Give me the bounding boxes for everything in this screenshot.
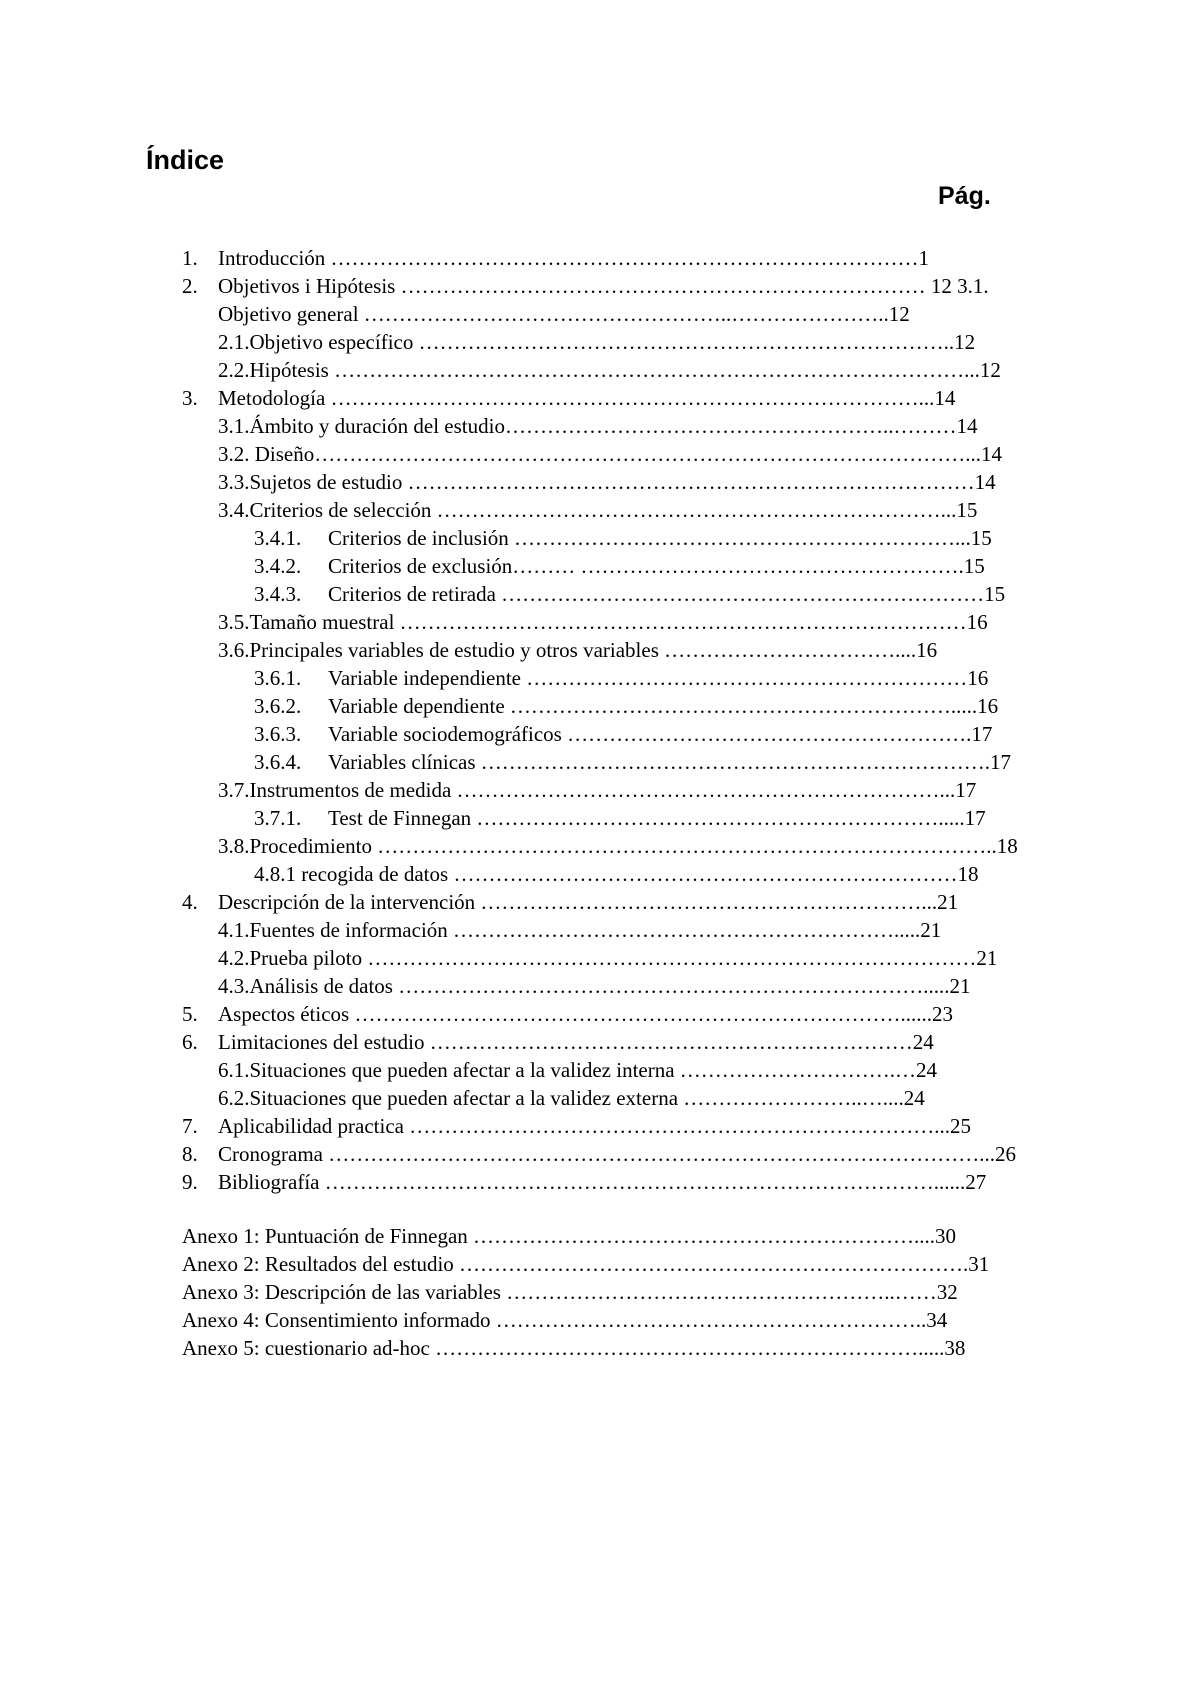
toc-entry [0,916,1200,944]
toc-entry-text: 3.1.Ámbito y duración del estudio………………………………………………..………14 [218,414,978,438]
toc-entry [0,524,1200,552]
toc-entry-number: 9. [182,1170,198,1194]
toc-entry [0,272,1200,300]
toc-entry [0,832,1200,860]
toc-entry [0,860,1200,888]
toc-entry [0,804,1200,832]
toc-entry [0,356,1200,384]
toc-entry-text: Criterios de exclusión……… ……………………………………………….15 [328,554,985,578]
toc-entry-text: 3.7.Instrumentos de medida ……………………………………………………………...17 [218,778,977,802]
toc-entry-text: 6.2.Situaciones que pueden afectar a la validez externa ……………………..…....24 [218,1086,925,1110]
toc-entry-text: Criterios de retirada ……………………………………………………………15 [328,582,1006,606]
toc-entry [0,748,1200,776]
toc-entry-text: 4.2.Prueba piloto ……………………………………………………………………………21 [218,946,998,970]
toc-entry [0,328,1200,356]
toc-entry-number: 4. [182,890,198,914]
toc-entry-text: Variable dependiente ……………………………………………………….....16 [328,694,999,718]
page-column-header: Pág. [938,182,991,210]
toc-entry-text: Introducción …………………………………………………………………………1 [218,246,930,270]
toc-entry [0,244,1200,272]
toc-entry [0,664,1200,692]
toc-entry-number: 3.6.4. [254,750,302,774]
toc-entry-number: 3.4.2. [254,554,302,578]
toc-entry-text: 3.5.Tamaño muestral ………………………………………………………………………16 [218,610,988,634]
toc-entry [0,1112,1200,1140]
toc-entry [0,1084,1200,1112]
toc-entry-number: 3.6.3. [254,722,302,746]
toc-entry-text: Variable independiente ………………………………………………………16 [328,666,989,690]
toc-entry [0,1028,1200,1056]
toc-entry-text: Metodología …………………………………………………………………………...14 [218,386,956,410]
toc-entry-text: Aplicabilidad practica …………………………………………………………………...25 [218,1114,971,1138]
index-title: Índice [146,145,225,175]
toc-entry-text: Variable sociodemográficos ………………………………………………….17 [328,722,993,746]
toc-entry-number: 3.6.2. [254,694,302,718]
toc-entry-text: 4.8.1 recogida de datos ………………………………………………………………18 [254,862,979,886]
toc-entry-text: 4.1.Fuentes de información ……………………………………………………….....21 [218,918,942,942]
toc-entry-text: 4.3.Análisis de datos ………………………………………………………………….....21 [218,974,971,998]
toc-entry [0,552,1200,580]
annex-entry-text: Anexo 3: Descripción de las variables ………………………………………………..……32 [182,1280,958,1304]
toc-entry [0,608,1200,636]
toc-entry-text: Cronograma …………………………………………………………………………………...26 [218,1142,1016,1166]
toc-entry-number: 1. [182,246,198,270]
toc-entry-number: 3. [182,386,198,410]
toc-entry [0,440,1200,468]
toc-entry [0,468,1200,496]
toc-entry-number: 6. [182,1030,198,1054]
toc-entry [0,1000,1200,1028]
toc-entry [0,720,1200,748]
toc-entry-number: 5. [182,1002,198,1026]
annex-entry [0,1278,1200,1306]
toc-entry-text: 3.2. Diseño…………………………………………………………………………………...14 [218,442,1002,466]
annex-entry [0,1334,1200,1362]
toc-entry [0,888,1200,916]
toc-entry-number: 3.6.1. [254,666,302,690]
toc-entry-text: Objetivos i Hipótesis ………………………………………………………………… 12 3.1. [218,274,989,298]
annex-entry [0,1306,1200,1334]
toc-entry [0,384,1200,412]
annex-entry-text: Anexo 1: Puntuación de Finnegan ………………………………………………………....30 [182,1224,957,1248]
toc-entry [0,1168,1200,1196]
toc-entry-text: 6.1.Situaciones que pueden afectar a la validez interna ………………………….…24 [218,1058,938,1082]
toc-entry-number: 8. [182,1142,198,1166]
toc-entry-text: Bibliografía ……………………………………………………………………………......27 [218,1170,987,1194]
toc-entry [0,1140,1200,1168]
toc-entry [0,944,1200,972]
annex-entry-text: Anexo 5: cuestionario ad-hoc …………………………………………………………….....38 [182,1336,966,1360]
toc-entry-text: 3.6.Principales variables de estudio y otros variables ……………………………....16 [218,638,938,662]
table-of-contents [0,244,1200,1362]
toc-entry-text: 3.4.Criterios de selección ………………………………………………………………...15 [218,498,978,522]
annex-entry-text: Anexo 4: Consentimiento informado ……………………………………………………..34 [182,1308,948,1332]
toc-entry-text: 3.8.Procedimiento ……………………………………………………………………………..18 [218,834,1018,858]
toc-entry [0,636,1200,664]
toc-entry-number: 3.4.1. [254,526,302,550]
toc-entry-text: Aspectos éticos ……………………………………………………………………......23 [218,1002,953,1026]
toc-entry [0,776,1200,804]
toc-entry-text: Variables clínicas ……………………………………………………………….17 [328,750,1012,774]
toc-entry-number: 3.4.3. [254,582,302,606]
toc-entry [0,580,1200,608]
toc-entry [0,300,1200,328]
toc-entry-text: Test de Finnegan ………………………………………………………….....17 [328,806,986,830]
toc-entry [0,412,1200,440]
toc-entry [0,1056,1200,1084]
toc-entry-number: 2. [182,274,198,298]
toc-entry-text: Descripción de la intervención ………………………………………………………...21 [218,890,959,914]
toc-entry-text: 2.2.Hipótesis ………………………………………………………………………………...12 [218,358,1001,382]
toc-entry [0,496,1200,524]
toc-entry-text: Limitaciones del estudio ……………………………………………………………24 [218,1030,934,1054]
toc-entry-text: 2.1.Objetivo específico …………………………………………………………………..12 [218,330,976,354]
toc-entry [0,692,1200,720]
annex-entry [0,1250,1200,1278]
toc-entry-number: 7. [182,1114,198,1138]
toc-entry-number: 3.7.1. [254,806,302,830]
toc-entry-text: Criterios de inclusión ………………………………………………………...15 [328,526,992,550]
toc-entry [0,972,1200,1000]
toc-entry-text: 3.3.Sujetos de estudio ………………………………………………………………………14 [218,470,996,494]
annex-entry [0,1222,1200,1250]
section-spacer [0,1196,1200,1222]
toc-entry-text: Objetivo general ……………………………………………..…………………..12 [218,302,910,326]
annex-entry-text: Anexo 2: Resultados del estudio ……………………………………………………………….31 [182,1252,990,1276]
